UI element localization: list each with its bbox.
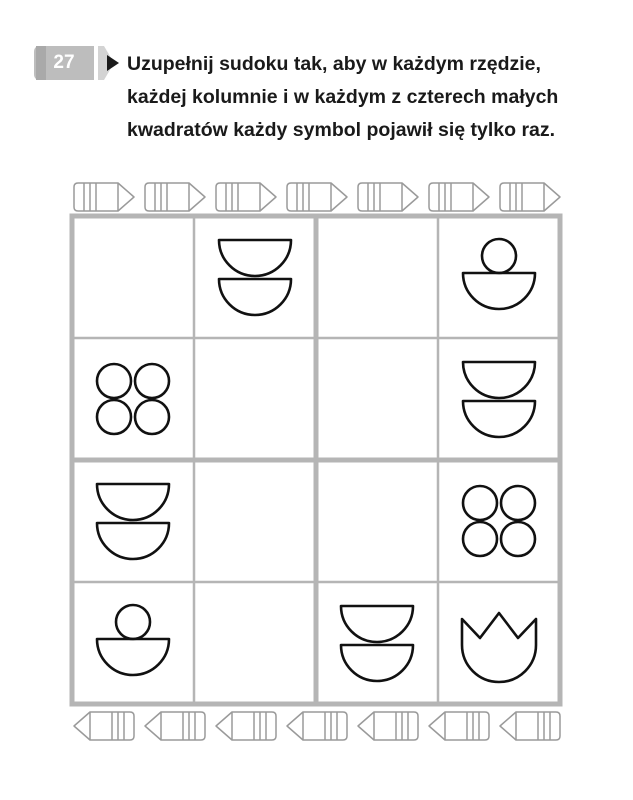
sudoku-cell-empty[interactable] (316, 216, 438, 338)
instruction-line-2: każdej kolumnie i w każdym z czterech małych (127, 86, 559, 108)
sudoku-cell-empty[interactable] (72, 216, 194, 338)
sudoku-cell-empty[interactable] (316, 460, 438, 582)
sudoku-cell-empty[interactable] (194, 460, 316, 582)
sudoku-cell-given (438, 582, 560, 704)
exercise-number: 27 (53, 52, 75, 73)
sudoku-cell-given (438, 460, 560, 582)
sudoku-cell-given (438, 216, 560, 338)
sudoku-cell-empty[interactable] (194, 338, 316, 460)
instruction-line-3: kwadratów każdy symbol pojawił się tylko raz. (127, 119, 556, 141)
sudoku-cell-empty[interactable] (316, 338, 438, 460)
instruction-line-1: Uzupełnij sudoku tak, aby w każdym rzędzie, (127, 53, 541, 75)
sudoku-cell-given (72, 582, 194, 704)
sudoku-cell-given (72, 338, 194, 460)
sudoku-cell-empty[interactable] (194, 582, 316, 704)
